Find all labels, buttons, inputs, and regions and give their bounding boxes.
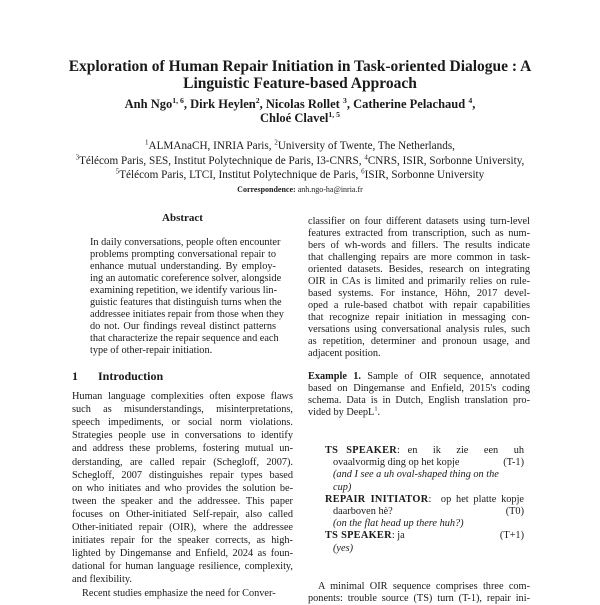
intro-line: tween the speaker and the addressee. This paper xyxy=(72,495,293,507)
abstract-line: In daily conversations, people often encounter xyxy=(90,237,281,248)
example-caption-line: based on Dingemanse and Enfield, 2015's coding xyxy=(308,383,530,394)
correspondence-label: Correspondence: xyxy=(237,185,296,194)
paragraph-line: as repetition, determiner and pronoun usage, and xyxy=(308,336,530,347)
section-number: 1 xyxy=(72,369,78,383)
author-line xyxy=(0,109,600,126)
utterance-text: : ja xyxy=(391,530,405,542)
abstract-line: type of other-repair initiation. xyxy=(90,345,213,356)
intro-line: derstanding, are called repair (Schegloff, 2007). xyxy=(72,456,293,468)
utterance-text: : op het platte kopje xyxy=(428,493,524,505)
translation-line: (yes) xyxy=(333,542,354,554)
author: Nicolas Rollet $^3$, xyxy=(265,95,354,111)
example-caption-line xyxy=(308,371,530,383)
speaker-label: TS SPEAKER xyxy=(325,530,392,542)
intro-line: on who initiates and who provides the solution be- xyxy=(72,482,293,494)
intro-line: lighted by Dingemanse and Enfield, 2024 as foun- xyxy=(72,548,293,560)
intro-line: and address these problems, fostering mutual un- xyxy=(72,443,293,455)
affiliation-line: $^3$Télécom Paris, SES, Institut Polytechnique de Paris, I3-CNRS, $^4$CNRS, ISIR, Sorbonne University, xyxy=(75,152,525,167)
paragraph-line: that challenging repairs are more common in task- xyxy=(308,252,530,263)
translation-line: (and I see a uh oval-shaped thing on the xyxy=(333,469,499,481)
caption-text: . xyxy=(377,407,381,418)
translation-line: (on the flat head up there huh?) xyxy=(333,518,464,530)
paragraph-line: oriented datasets. Besides, research on integrating xyxy=(308,264,530,275)
abstract-heading: Abstract xyxy=(162,212,203,224)
affiliation-line: $^1$ALMAnaCH, INRIA Paris, $^2$University of Twente, The Netherlands, xyxy=(145,138,455,152)
title-line: Exploration of Human Repair Initiation in Task-oriented Dialogue : A xyxy=(68,58,532,75)
utterance-text: daarboven hè? xyxy=(333,506,393,517)
section-heading-introduction xyxy=(72,369,163,384)
intro-line: and flexibility. xyxy=(72,574,132,586)
speaker-label: REPAIR INITIATOR xyxy=(325,493,429,505)
dialogue-turn-line xyxy=(325,445,524,457)
intro-line: initiates repair for the speaker corrects, as high- xyxy=(72,535,293,547)
translation-line: cup) xyxy=(333,481,352,493)
paragraph-line: A minimal OIR sequence comprises three com- xyxy=(318,581,530,592)
dialogue-turn-line xyxy=(333,457,524,469)
turn-label: (T-1) xyxy=(503,457,524,469)
utterance-text: : en ik zie een uh xyxy=(397,445,524,456)
correspondence xyxy=(0,185,600,195)
abstract-line: guistic features that distinguish turns when the xyxy=(90,297,282,308)
example-label: Example 1. xyxy=(308,371,361,382)
dialogue-turn-line xyxy=(325,530,524,542)
footnote-mark[interactable]: 1 xyxy=(374,405,378,413)
intro-line: Other-initiated repair (OIR), where the addressee xyxy=(72,522,293,533)
example-caption-text: Sample of OIR sequence, annotated xyxy=(360,371,530,382)
author-list xyxy=(0,95,600,125)
intro-line: focuses on Other-initiated Self-repair, also called xyxy=(72,508,293,520)
author: Dirk Heylen$^2$, xyxy=(190,95,266,111)
intro-line: Schegloff, 2007 distinguishes repair types based xyxy=(72,469,293,481)
author: Anh Ngo$^{1, 6}$, xyxy=(124,95,191,111)
paragraph-line: oped a rule-based chatbot with repair capabilities xyxy=(308,300,530,311)
abstract-line: enhance mutual understanding. By employ- xyxy=(90,261,276,272)
author: Chloé Clavel$^{1, 5}$ xyxy=(259,109,341,125)
abstract-line: problems prompting conversational repair to xyxy=(90,249,276,260)
example-caption-line xyxy=(308,407,380,419)
intro-line: Human language complexities often expose flaws xyxy=(72,391,293,402)
turn-label: (T+1) xyxy=(499,530,524,542)
abstract-line: that characterize the repair sequence and each xyxy=(90,333,279,344)
author-line xyxy=(0,95,600,112)
intro-line: dational for human language resilience, complexity, xyxy=(72,561,293,573)
speaker-label: TS SPEAKER xyxy=(325,445,397,456)
turn-label: (T0) xyxy=(505,506,524,517)
intro-line: Recent studies emphasize the need for Conver- xyxy=(82,587,276,599)
paragraph-line: features extracted from transcription, such as num- xyxy=(308,228,530,239)
abstract-line: addressee initiates repair from those when they xyxy=(90,309,284,320)
abstract-line: do not. Our findings reveal distinct patterns xyxy=(90,321,276,332)
paragraph-line: based systems. For instance, Höhn, 2017 devel- xyxy=(308,288,530,299)
utterance-text: ovaalvormig ding op het kopje xyxy=(333,457,460,469)
paragraph-line: classifier on four different datasets using turn-level xyxy=(308,216,530,227)
affiliation-line: $^5$Télécom Paris, LTCI, Institut Polytechnique de Paris, $^6$ISIR, Sorbonne University xyxy=(115,167,485,181)
affiliations xyxy=(0,139,600,183)
example-caption-line: schema. Data is in Dutch, English translation pro- xyxy=(308,395,530,406)
paragraph-line: bers of wh-words and fillers. The results indicate xyxy=(308,240,530,251)
abstract-line: examining repetition, we identify various lin- xyxy=(90,285,278,296)
intro-line: such as misunderstandings, misinterpretations, xyxy=(72,404,293,416)
correspondence-email[interactable]: anh.ngo-ha@inria.fr xyxy=(297,185,363,194)
paper-title xyxy=(0,58,600,92)
paragraph-line: versations using conversational analysis rules, such xyxy=(308,324,530,335)
caption-text: vided by DeepL xyxy=(308,407,375,418)
title-line: Linguistic Feature-based Approach xyxy=(183,75,417,92)
paragraph-line: that recognize repair initiation in messaging con- xyxy=(308,312,530,323)
dialogue-turn-line xyxy=(325,494,524,506)
intro-line: Strategies people use in conversations to identify xyxy=(72,430,293,442)
section-title: Introduction xyxy=(98,369,164,383)
intro-line: speech impediments, or social norm violations. xyxy=(72,417,293,429)
paragraph-line: OIR in CAs is limited and primarily relies on rule- xyxy=(308,276,530,287)
paragraph-line: ponents: trouble source (TS) turn (T-1), repair ini- xyxy=(308,593,530,604)
abstract-line: ing an automatic coreference solver, alongside xyxy=(90,273,282,284)
dialogue-turn-line xyxy=(333,506,524,518)
author: Catherine Pelachaud $^4$, xyxy=(353,95,476,111)
paragraph-line: adjacent position. xyxy=(308,348,381,359)
